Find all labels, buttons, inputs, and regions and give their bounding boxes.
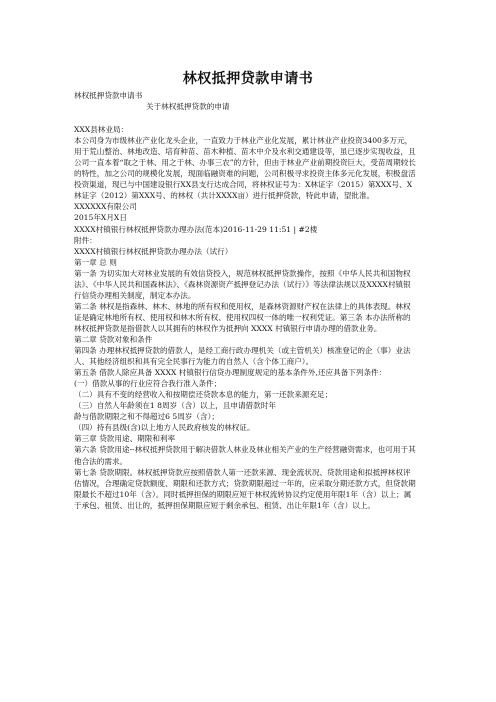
- paragraph-article-6: 第六条 贷款用途--林权抵押贷款用于解决借款人林业及林业相关产业的生产经营融资需求，也可用于其他合法的需求。: [74, 445, 416, 466]
- paragraph-condition-2: （二）具有不变的经营收入和按期偿还贷款本息的能力，第一还款来源充足；: [74, 390, 333, 400]
- paragraph-article-1: 第一条 为切实加大对林业发展的有效信贷投入，规范林权抵押贷款操作，按照《中华人民共和国物权法》、《中华人民共和国森林法》、《森林资源资产抵押登记办法（试行）》等法律法规以及XXXX村镇银行信贷办理相关制度，制定本办法。: [74, 268, 411, 300]
- document-title: 林权抵押贷款申请书: [182, 71, 314, 87]
- paragraph-subheading: 关于林权抵押贷款的申请: [146, 102, 230, 112]
- paragraph-attachment: 附件：: [74, 235, 97, 245]
- paragraph-article-5: 第五条 借款人除应具备 XXXX 村镇银行信贷办理制度规定的基本条件外,还应具备下列条件：: [74, 368, 387, 378]
- paragraph-date: 2015年X月X日: [74, 213, 127, 223]
- paragraph-condition-1: (一）借款从事的行业应符合我行准入条件；: [74, 379, 222, 389]
- paragraph-spacer: [74, 112, 418, 124]
- paragraph-chapter-3: 第三章 贷款用途、期限和利率: [74, 434, 176, 444]
- paragraph-chapter-1: 第一章 总 则: [74, 257, 117, 267]
- paragraph-post-header: XXXX村镇银行林权抵押贷款办理办法(范本)2016-11-29 11:51 | #2楼: [74, 224, 318, 234]
- paragraph-heading: 林权抵押贷款申请书: [74, 91, 143, 100]
- paragraph-application-body: 本公司身为市级林业产业化龙头企业，一直致力于林业产业化发展，累计林业产业投资3400多万元，用于荒山整治、林地改造、培育种苗、苗木种植、苗木中介及水利交通建设等，虽已逐步实现收益，且公司一直本着“取之于林、用之于林、办事三农”的方针，但由于林业产业前期投资巨大，受苗周期较长的特性，加之公司的规模化发展，现面临融资难的问题，公司积极寻求投资主体多元化发展，积极盘活投资渠道，现已与中国建设银行XX县支行达成合同，将林权证号为：X林证字（2015）第XXX号、X林证字（2012）第XXX号、的林权（共计XXXX亩）进行抵押贷款，特此申请，望批准。: [74, 136, 416, 201]
- paragraph-condition-4: （四）持有县级(含)以上地方人民政府核发的林权证。: [74, 423, 255, 433]
- paragraph-salutation: XXX县林业局：: [74, 125, 129, 135]
- paragraph-article-7: 第七条 贷款期限。林权抵押贷款应按照借款人第一还款来源、现金流状况、贷款用途和拟抵押林权评估情况，合理确定贷款额度、期限和还款方式；贷款期限超过一年的，应采取分期还款方式，但贷款期限最长不超过10年（含）。同时抵押担保的期限应短于林权流转协议约定使用年限1年（含）以上；属于承包、租赁、出让的，抵押担保期限应短于剩余承包、租赁、出让年限1年（含）以上。: [74, 467, 416, 510]
- paragraph-condition-3a: （三）自然人年龄须在1 8周岁（含）以上，且申请借款时年: [74, 401, 276, 411]
- paragraph-condition-3b: 龄与借款期限之和不得超过6 5周岁（含）；: [74, 412, 219, 422]
- paragraph-article-4: 第四条 办理林权抵押贷款的借款人，是经工商行政办理机关（或主管机关）核准登记的企（事）业法人、其他经济组织和具有完全民事行为能力的自然人（含个体工商户）。: [74, 346, 411, 367]
- paragraph-article-2-3: 第二条 林权是指森林、林木、林地的所有权和使用权，是森林资源财产权在法律上的具体表现。林权证是确定林地所有权、使用权和林木所有权、使用权四权一体的唯一权利凭证。第三条 本办法所称的林权抵押贷款是指借款人以其拥有的林权作为抵押向 XXXX 村镇银行申请办理的借款业务。: [74, 301, 411, 333]
- document-body: [74, 90, 418, 511]
- paragraph-method-title: XXXX村镇银行林权抵押贷款办理办法（试行）: [74, 246, 233, 256]
- paragraph-chapter-2: 第二章 贷款对象和条件: [74, 334, 153, 344]
- paragraph-company: XXXXXX有限公司: [74, 202, 137, 212]
